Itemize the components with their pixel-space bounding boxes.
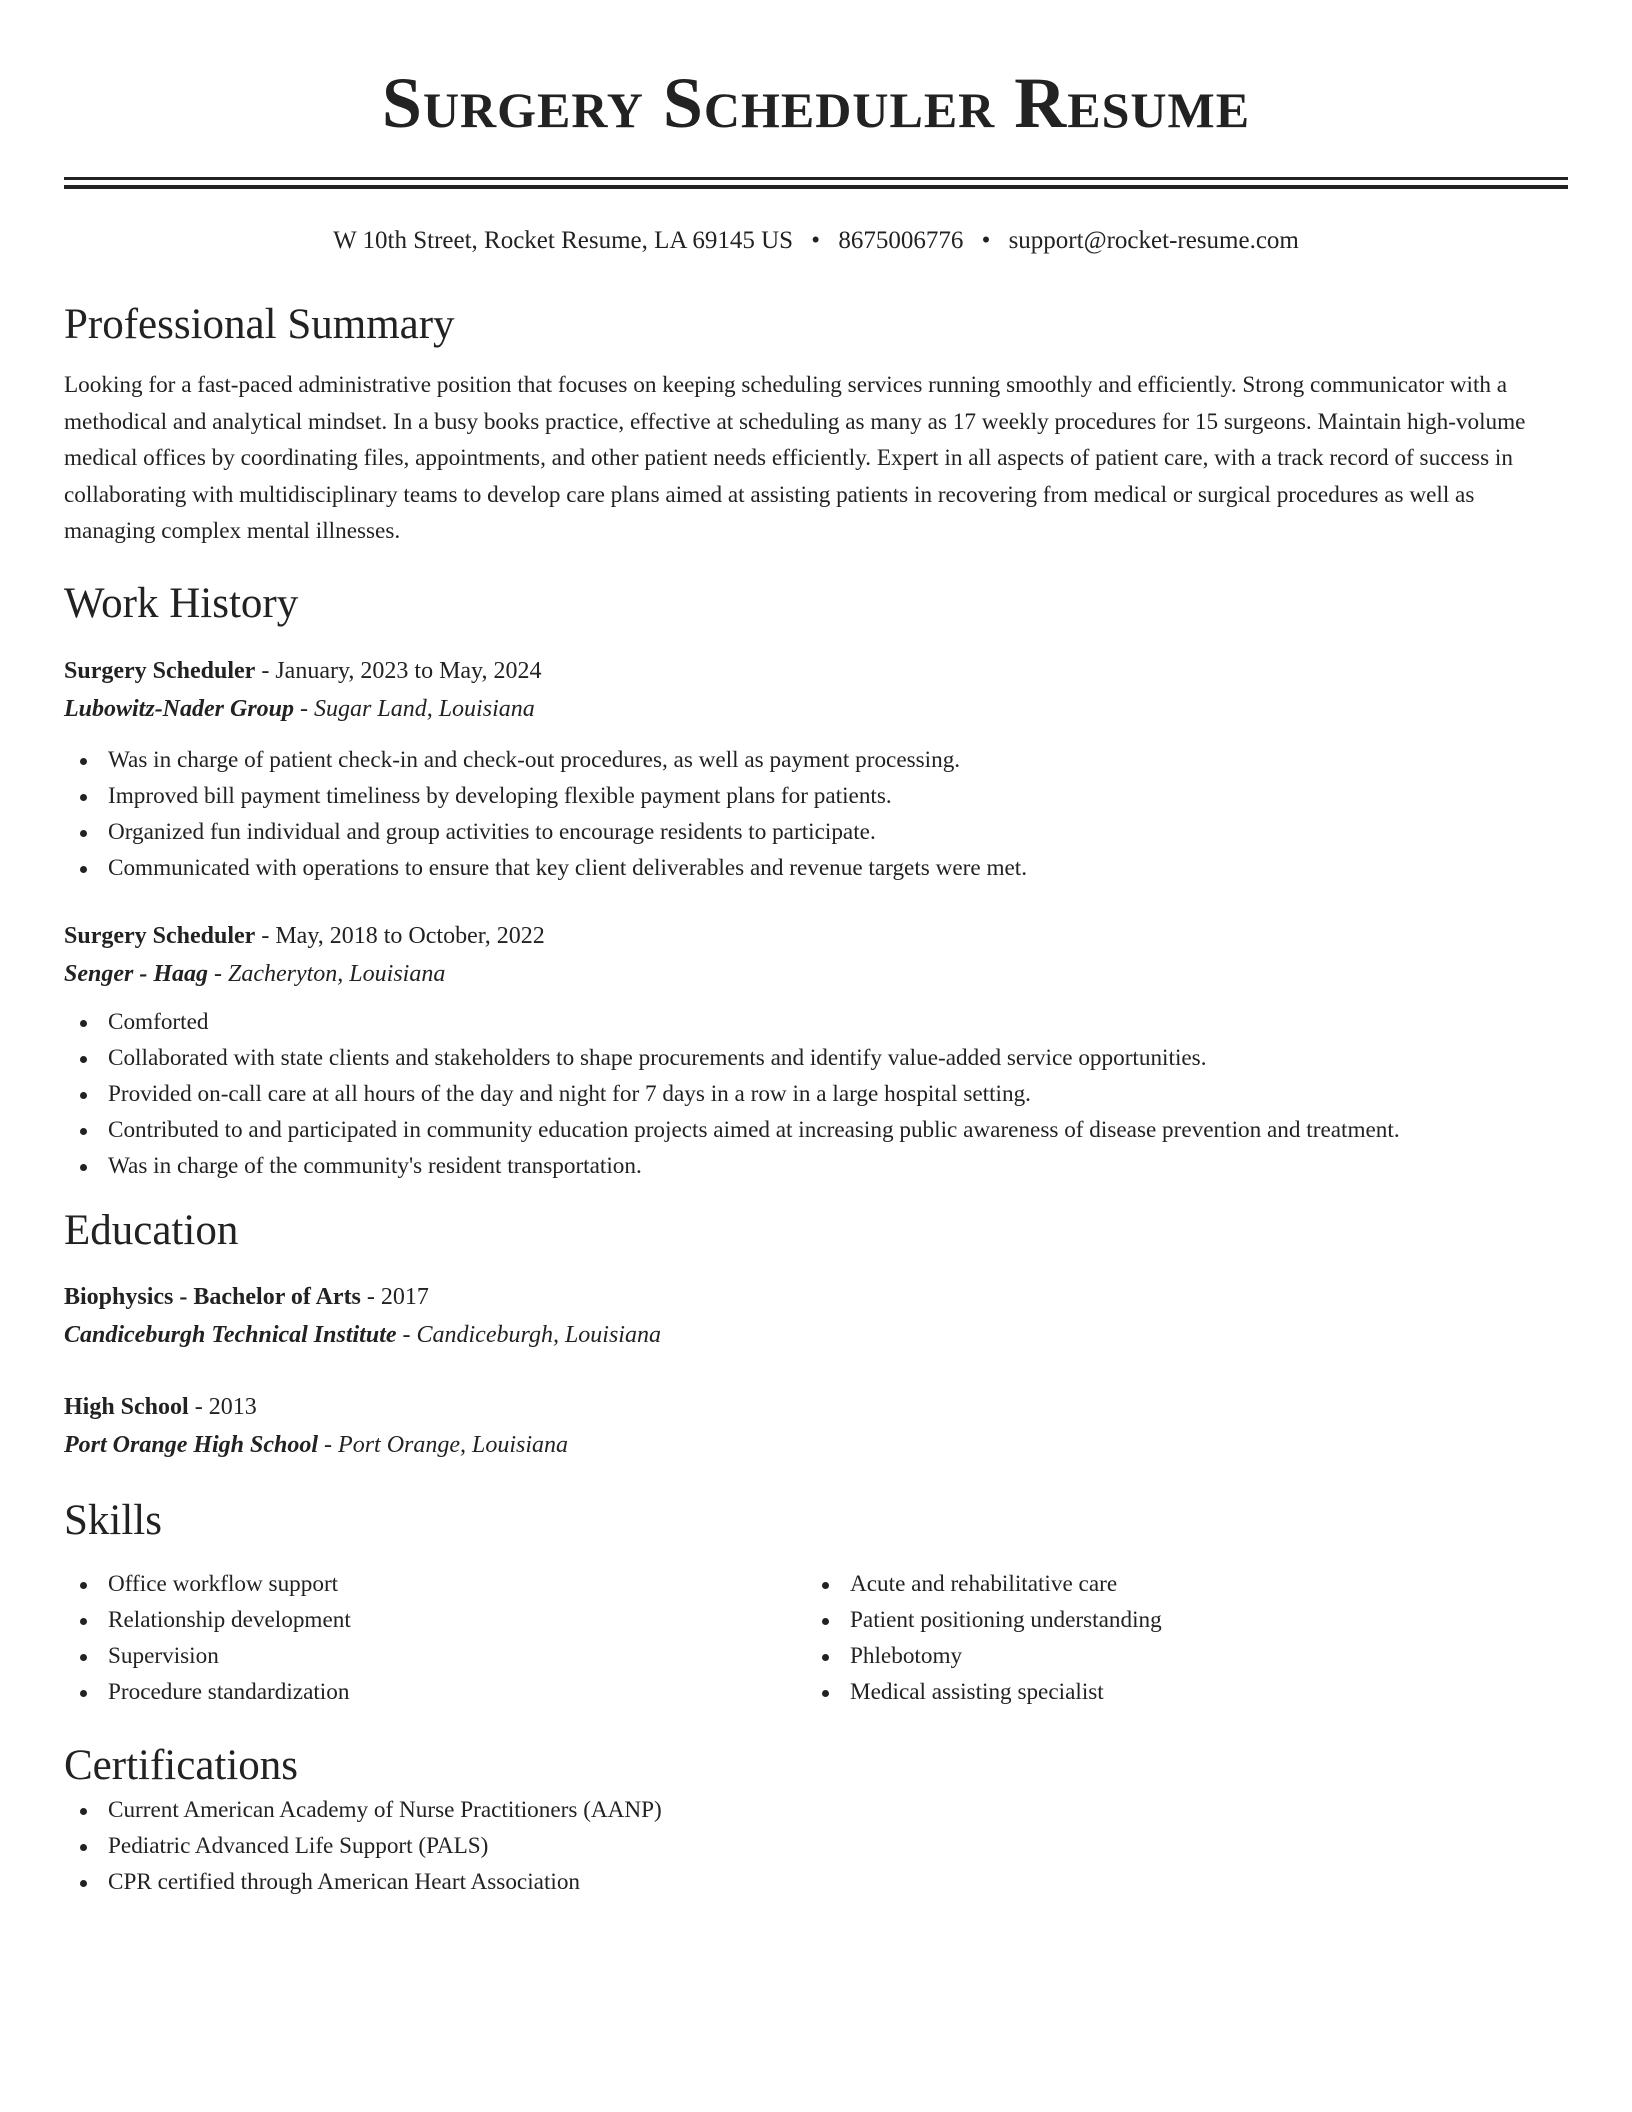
- education-year: - 2017: [360, 1283, 429, 1310]
- job-role: Surgery Scheduler: [64, 922, 256, 949]
- job-bullets: [64, 742, 1568, 886]
- list-item: Collaborated with state clients and stakeholders to shape procurements and identify value-added service opportunities.: [108, 1040, 1568, 1076]
- education-entry: [64, 1278, 1568, 1354]
- list-item: Medical assisting specialist: [850, 1674, 1548, 1710]
- education-header: [64, 1278, 1568, 1316]
- skills-column-right: [806, 1566, 1548, 1710]
- education-heading: Education: [64, 1206, 239, 1254]
- list-item: Patient positioning understanding: [850, 1602, 1548, 1638]
- work-history-heading: Work History: [64, 579, 299, 627]
- contact-line: [64, 225, 1568, 257]
- education-school: Candiceburgh Technical Institute: [64, 1321, 397, 1348]
- education-school: Port Orange High School: [64, 1431, 319, 1458]
- job-dates: - January, 2023 to May, 2024: [255, 657, 542, 684]
- job-entry: [64, 652, 1568, 886]
- skills-columns: [64, 1566, 1568, 1710]
- education-header: [64, 1388, 1568, 1426]
- contact-separator: •: [981, 227, 991, 254]
- job-company: Senger - Haag: [64, 960, 208, 987]
- contact-address: W 10th Street, Rocket Resume, LA 69145 US: [333, 227, 794, 254]
- list-item: Organized fun individual and group activities to encourage residents to participate.: [108, 814, 1568, 850]
- list-item: Procedure standardization: [108, 1674, 806, 1710]
- title-rule-bottom: [64, 185, 1568, 189]
- job-location: - Sugar Land, Louisiana: [294, 695, 535, 722]
- list-item: Office workflow support: [108, 1566, 806, 1602]
- certifications-list: [64, 1792, 1568, 1900]
- job-organization: [64, 955, 1568, 993]
- contact-email: support@rocket-resume.com: [1008, 227, 1299, 254]
- list-item: Was in charge of the community's resident transportation.: [108, 1148, 1568, 1184]
- skills-heading: Skills: [64, 1496, 162, 1544]
- job-header: [64, 652, 1568, 690]
- contact-separator: •: [811, 227, 821, 254]
- skills-list: [64, 1566, 806, 1710]
- list-item: Comforted: [108, 1004, 1568, 1040]
- list-item: Was in charge of patient check-in and check-out procedures, as well as payment processing.: [108, 742, 1568, 778]
- education-degree: High School: [64, 1393, 189, 1420]
- education-entry: [64, 1388, 1568, 1464]
- list-item: Provided on-call care at all hours of the day and night for 7 days in a row in a large hospital setting.: [108, 1076, 1568, 1112]
- summary-heading: Professional Summary: [64, 301, 455, 348]
- education-school-line: [64, 1316, 1568, 1354]
- job-entry: [64, 917, 1568, 1184]
- title-rule-top: [64, 177, 1568, 180]
- job-company: Lubowitz-Nader Group: [64, 695, 295, 722]
- list-item: Acute and rehabilitative care: [850, 1566, 1548, 1602]
- work-history-section: [64, 578, 1568, 1184]
- summary-section: [64, 299, 1568, 550]
- list-item: Improved bill payment timeliness by developing flexible payment plans for patients.: [108, 778, 1568, 814]
- contact-phone: 8675006776: [838, 227, 964, 254]
- list-item: Communicated with operations to ensure that key client deliverables and revenue targets were met.: [108, 850, 1568, 886]
- list-item: Phlebotomy: [850, 1638, 1548, 1674]
- education-location: - Port Orange, Louisiana: [318, 1431, 569, 1458]
- education-degree: Biophysics - Bachelor of Arts: [64, 1283, 361, 1310]
- certifications-heading: Certifications: [64, 1741, 299, 1789]
- education-school-line: [64, 1426, 1568, 1464]
- skills-column-left: [64, 1566, 806, 1710]
- skills-list: [806, 1566, 1548, 1710]
- resume-title: Surgery Scheduler Resume: [381, 63, 1251, 143]
- list-item: Supervision: [108, 1638, 806, 1674]
- job-bullets: [64, 1004, 1568, 1184]
- list-item: Contributed to and participated in community education projects aimed at increasing public awareness of disease prevention and treatment.: [108, 1112, 1568, 1148]
- job-header: [64, 917, 1568, 955]
- list-item: Relationship development: [108, 1602, 806, 1638]
- certifications-section: [64, 1740, 1568, 1900]
- list-item: CPR certified through American Heart Association: [108, 1864, 1568, 1900]
- education-year: - 2013: [188, 1393, 257, 1420]
- job-dates: - May, 2018 to October, 2022: [255, 922, 545, 949]
- summary-text: Looking for a fast-paced administrative position that focuses on keeping scheduling services running smoothly and efficiently. Strong communicator with a methodical and analytical mindset. In a busy books practice, effective at scheduling as many as 17 weekly procedures for 15 surgeons. Maintain high-volume medical offices by coordinating files, appointments, and other patient needs efficiently. Expert in all aspects of patient care, with a track record of success in collaborating with multidisciplinary teams to develop care plans aimed at assisting patients in recovering from medical or surgical procedures as well as managing complex mental illnesses.: [64, 372, 1526, 544]
- list-item: Pediatric Advanced Life Support (PALS): [108, 1828, 1568, 1864]
- job-role: Surgery Scheduler: [64, 657, 256, 684]
- job-location: - Zacheryton, Louisiana: [208, 960, 446, 987]
- education-location: - Candiceburgh, Louisiana: [396, 1321, 661, 1348]
- list-item: Current American Academy of Nurse Practitioners (AANP): [108, 1792, 1568, 1828]
- skills-section: [64, 1495, 1568, 1710]
- education-section: [64, 1205, 1568, 1464]
- job-organization: [64, 690, 1568, 728]
